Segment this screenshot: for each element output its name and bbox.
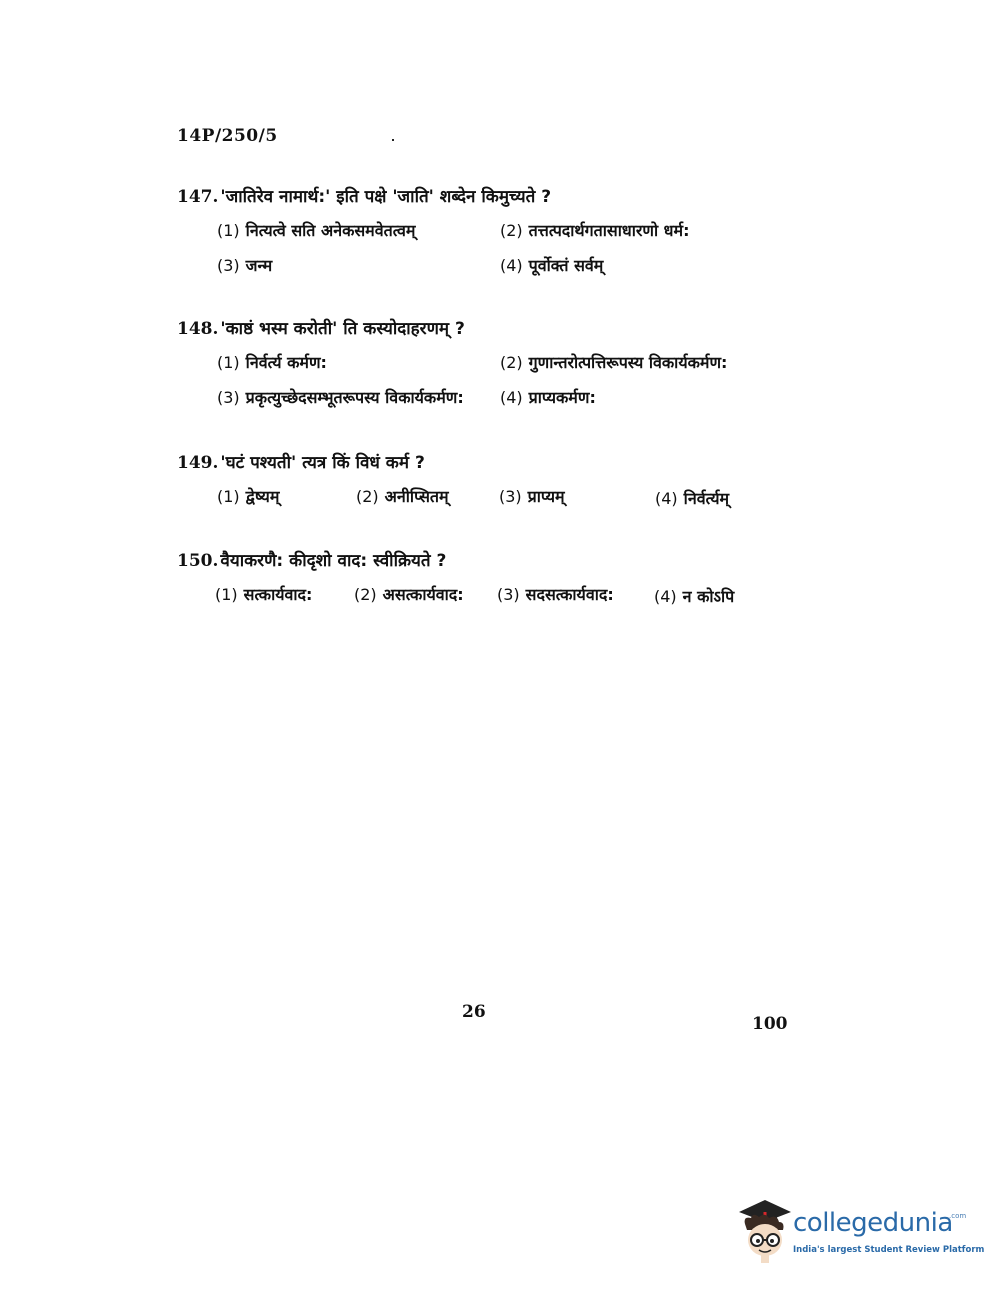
option-2: (2) गुणान्तरोत्पत्तिरूपस्य विकार्यकर्मण: (500, 353, 728, 372)
option-4: (4) प्राप्यकर्मण: (500, 388, 596, 407)
question-text: 'जातिरेव नामार्थ:' इति पक्षे 'जाति' शब्देन किमुच्यते ? (220, 187, 552, 207)
page-number: 26 (462, 1002, 486, 1022)
option-2: (2) अनीप्सितम् (356, 487, 449, 506)
options (217, 485, 797, 521)
collegedunia-logo (735, 1198, 985, 1268)
option-2: (2) तत्तत्पदार्थगतासाधारणो धर्म: (500, 221, 690, 240)
mascot-icon (735, 1198, 795, 1268)
option-3: (3) प्राप्यम् (499, 487, 565, 506)
paper-code: 14P/250/5 (177, 126, 278, 146)
option-4: (4) पूर्वोक्तं सर्वम् (500, 256, 604, 275)
option-3: (3) सदसत्कार्यवाद: (497, 585, 614, 604)
question-148 (177, 316, 797, 421)
question-text: 'काष्ठं भस्म करोती' ति कस्योदाहरणम् ? (220, 319, 465, 339)
question-150 (177, 548, 797, 619)
logo-domain-suffix: .com (949, 1212, 967, 1220)
option-4: (4) निर्वर्त्यम् (655, 489, 730, 508)
option-3: (3) जन्म (217, 256, 273, 275)
question-text: 'घटं पश्यती' त्यत्र किं विधं कर्म ? (220, 453, 425, 473)
option-2: (2) असत्कार्यवाद: (354, 585, 464, 604)
question-count: 100 (752, 1014, 788, 1034)
question-147 (177, 184, 797, 289)
question-149 (177, 450, 797, 521)
question-number: 147. (177, 187, 219, 207)
question-text: वैयाकरणै: कीदृशो वाद: स्वीक्रियते ? (220, 551, 447, 571)
scan-speck (392, 139, 394, 141)
options (217, 583, 797, 619)
options (217, 219, 797, 289)
question-number: 149. (177, 453, 219, 473)
question-number: 150. (177, 551, 219, 571)
logo-tagline: India's largest Student Review Platform (793, 1245, 985, 1255)
option-1: (1) नित्यत्वे सति अनेकसमवेतत्वम् (217, 221, 416, 240)
option-3: (3) प्रकृत्युच्छेदसम्भूतरूपस्य विकार्यकर्मण: (217, 388, 464, 407)
option-1: (1) द्वेष्यम् (217, 487, 280, 506)
question-number: 148. (177, 319, 219, 339)
option-1: (1) सत्कार्यवाद: (215, 585, 313, 604)
logo-wordmark: collegedunia (793, 1208, 953, 1238)
option-4: (4) न कोऽपि (654, 587, 735, 606)
option-1: (1) निर्वर्त्य कर्मण: (217, 353, 327, 372)
options (217, 351, 797, 421)
